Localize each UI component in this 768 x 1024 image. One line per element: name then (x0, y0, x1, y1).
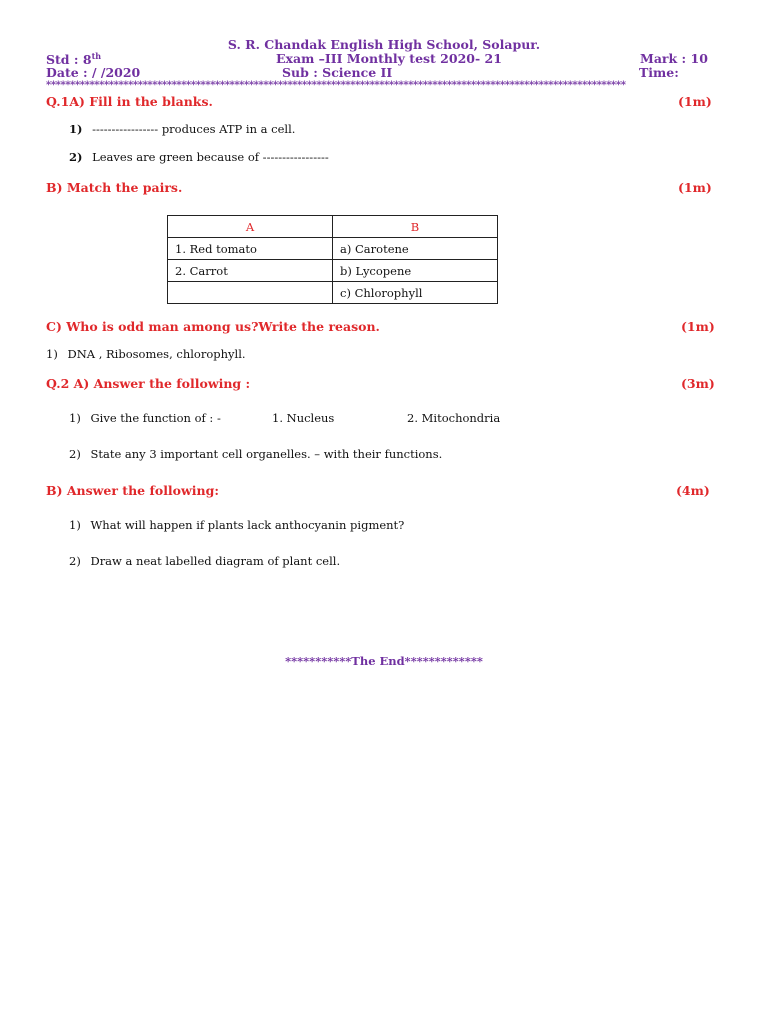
subject-label: Sub : Science II (282, 65, 393, 80)
std-superscript: th (91, 51, 102, 61)
item-number: 2) (69, 150, 83, 164)
table-cell-a: 1. Red tomato (168, 238, 333, 260)
item-number: 1) (69, 411, 81, 425)
q1a-item-2 (69, 150, 329, 164)
q1a-item-1 (69, 122, 295, 136)
table-row (168, 282, 498, 304)
q1c-heading: C) Who is odd man among us?Write the reason. (46, 319, 380, 334)
item-text: Leaves are green because of ----------------- (92, 150, 329, 164)
the-end-footer: ***********The End************* (285, 654, 483, 668)
column-a-header: A (168, 216, 333, 238)
std-text: Std : 8 (46, 52, 92, 68)
q2b-marks: (4m) (676, 483, 710, 498)
table-row (168, 238, 498, 260)
table-header-row (168, 216, 498, 238)
mark-total: Mark : 10 (640, 51, 708, 66)
table-cell-b: a) Carotene (333, 238, 498, 260)
q1b-marks: (1m) (678, 180, 712, 195)
item-number: 2) (69, 554, 81, 568)
item-text: State any 3 important cell organelles. – with their functions. (90, 447, 443, 461)
item-text: Draw a neat labelled diagram of plant cell. (90, 554, 341, 568)
q1c-item-1 (46, 347, 246, 361)
q2a-item-2 (69, 447, 442, 461)
q2a-heading: Q.2 A) Answer the following : (46, 376, 251, 391)
q2a-marks: (3m) (681, 376, 715, 391)
exam-date: Date : / /2020 (46, 65, 141, 80)
header-separator: ************************************************************************************************************************ (46, 80, 626, 91)
q1c-marks: (1m) (681, 319, 715, 334)
match-pairs-table (167, 215, 498, 304)
item-number: 1) (69, 122, 83, 136)
table-row (168, 260, 498, 282)
q2b-heading: B) Answer the following: (46, 483, 219, 498)
table-cell-a (168, 282, 333, 304)
exam-title: Exam –III Monthly test 2020- 21 (276, 51, 502, 66)
item-text: What will happen if plants lack anthocyanin pigment? (90, 518, 405, 532)
q2a-item-1 (69, 411, 221, 425)
q2b-item-2 (69, 554, 340, 568)
q1a-marks: (1m) (678, 94, 712, 109)
item-text: ----------------- produces ATP in a cell. (92, 122, 296, 136)
time-label: Time: (639, 65, 679, 80)
item-number: 2) (69, 447, 81, 461)
item-number: 1) (69, 518, 81, 532)
q2b-item-1 (69, 518, 404, 532)
item-text: Give the function of : - (90, 411, 221, 425)
item-number: 1) (46, 347, 58, 361)
q1a-heading: Q.1A) Fill in the blanks. (46, 94, 213, 109)
q1b-heading: B) Match the pairs. (46, 180, 183, 195)
table-cell-a: 2. Carrot (168, 260, 333, 282)
column-b-header: B (333, 216, 498, 238)
item-text: DNA , Ribosomes, chlorophyll. (67, 347, 246, 361)
q2a-option-nucleus: 1. Nucleus (272, 411, 335, 425)
school-name: S. R. Chandak English High School, Solapur. (227, 37, 541, 52)
table-cell-b: c) Chlorophyll (333, 282, 498, 304)
q2a-option-mitochondria: 2. Mitochondria (407, 411, 501, 425)
table-cell-b: b) Lycopene (333, 260, 498, 282)
